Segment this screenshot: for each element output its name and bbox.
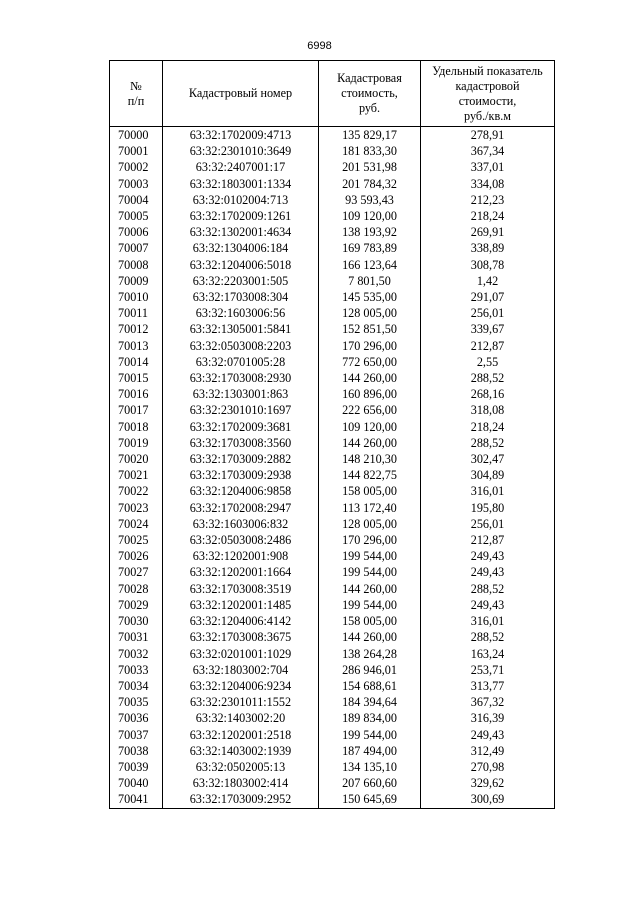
cadastral-number-cell: 63:32:2203001:505 [163,273,319,289]
row-number-cell: 70001 [110,143,163,159]
cadastral-number-cell: 63:32:0503008:2486 [163,532,319,548]
specific-value-cell: 249,43 [421,548,555,564]
cadastral-number-cell: 63:32:1603006:832 [163,516,319,532]
specific-value-cell: 308,78 [421,257,555,273]
row-number-cell: 70014 [110,354,163,370]
specific-value-cell: 268,16 [421,386,555,402]
cadastral-value-cell: 138 193,92 [319,224,421,240]
table-row [110,743,555,759]
row-number-cell: 70040 [110,775,163,791]
specific-value-cell: 249,43 [421,597,555,613]
row-number-cell: 70026 [110,548,163,564]
cadastral-value-cell: 772 650,00 [319,354,421,370]
table-row [110,273,555,289]
cadastral-number-cell: 63:32:1202001:2518 [163,727,319,743]
cadastral-value-cell: 199 544,00 [319,548,421,564]
specific-value-cell: 316,01 [421,483,555,499]
row-number-cell: 70025 [110,532,163,548]
table-row [110,240,555,256]
specific-value-cell: 338,89 [421,240,555,256]
page-number: 6998 [307,40,332,52]
row-number-cell: 70021 [110,467,163,483]
row-number-cell: 70015 [110,370,163,386]
row-number-cell: 70030 [110,613,163,629]
row-number-cell: 70005 [110,208,163,224]
table-row [110,759,555,775]
specific-value-cell: 256,01 [421,305,555,321]
table-header [110,61,555,127]
row-number-cell: 70008 [110,257,163,273]
specific-value-cell: 291,07 [421,289,555,305]
table-row [110,629,555,645]
cadastral-number-cell: 63:32:2301011:1552 [163,694,319,710]
table-row [110,159,555,175]
specific-value-cell: 318,08 [421,402,555,418]
table-row [110,402,555,418]
row-number-cell: 70019 [110,435,163,451]
header-cadastral-number: Кадастровый номер [163,61,319,127]
specific-value-cell: 270,98 [421,759,555,775]
table-row [110,597,555,613]
cadastral-value-cell: 160 896,00 [319,386,421,402]
cadastral-value-cell: 134 135,10 [319,759,421,775]
cadastral-number-cell: 63:32:1703008:3560 [163,435,319,451]
row-number-cell: 70023 [110,500,163,516]
cadastral-value-cell: 144 260,00 [319,629,421,645]
specific-value-cell: 288,52 [421,370,555,386]
cadastral-number-cell: 63:32:1403002:20 [163,710,319,726]
cadastral-number-cell: 63:32:1202001:1485 [163,597,319,613]
cadastral-table [109,60,555,809]
cadastral-number-cell: 63:32:1202001:908 [163,548,319,564]
table-row [110,791,555,808]
row-number-cell: 70002 [110,159,163,175]
table-row [110,305,555,321]
header-num: № п/п [110,61,163,127]
row-number-cell: 70012 [110,321,163,337]
specific-value-cell: 256,01 [421,516,555,532]
table-row [110,127,555,144]
specific-value-cell: 334,08 [421,176,555,192]
row-number-cell: 70024 [110,516,163,532]
cadastral-number-cell: 63:32:1702009:3681 [163,419,319,435]
cadastral-value-cell: 113 172,40 [319,500,421,516]
specific-value-cell: 302,47 [421,451,555,467]
cadastral-value-cell: 222 656,00 [319,402,421,418]
cadastral-number-cell: 63:32:1803002:704 [163,662,319,678]
table-row [110,483,555,499]
row-number-cell: 70007 [110,240,163,256]
table-row [110,678,555,694]
row-number-cell: 70017 [110,402,163,418]
table-row [110,548,555,564]
cadastral-number-cell: 63:32:1304006:184 [163,240,319,256]
specific-value-cell: 288,52 [421,581,555,597]
cadastral-value-cell: 144 260,00 [319,581,421,597]
cadastral-value-cell: 135 829,17 [319,127,421,144]
cadastral-value-cell: 199 544,00 [319,564,421,580]
table-row [110,500,555,516]
cadastral-number-cell: 63:32:1703008:3519 [163,581,319,597]
specific-value-cell: 300,69 [421,791,555,808]
cadastral-number-cell: 63:32:1803002:414 [163,775,319,791]
cadastral-number-cell: 63:32:1403002:1939 [163,743,319,759]
row-number-cell: 70010 [110,289,163,305]
header-row [110,61,555,127]
row-number-cell: 70041 [110,791,163,808]
table-row [110,192,555,208]
row-number-cell: 70022 [110,483,163,499]
row-number-cell: 70031 [110,629,163,645]
row-number-cell: 70033 [110,662,163,678]
cadastral-value-cell: 109 120,00 [319,419,421,435]
specific-value-cell: 212,87 [421,532,555,548]
row-number-cell: 70020 [110,451,163,467]
cadastral-value-cell: 128 005,00 [319,516,421,532]
row-number-cell: 70036 [110,710,163,726]
cadastral-number-cell: 63:32:1305001:5841 [163,321,319,337]
specific-value-cell: 316,39 [421,710,555,726]
cadastral-value-cell: 199 544,00 [319,597,421,613]
cadastral-value-cell: 109 120,00 [319,208,421,224]
table-row [110,354,555,370]
specific-value-cell: 339,67 [421,321,555,337]
cadastral-value-cell: 144 822,75 [319,467,421,483]
cadastral-number-cell: 63:32:1703008:2930 [163,370,319,386]
row-number-cell: 70006 [110,224,163,240]
cadastral-number-cell: 63:32:1204006:4142 [163,613,319,629]
table-row [110,451,555,467]
cadastral-value-cell: 189 834,00 [319,710,421,726]
row-number-cell: 70011 [110,305,163,321]
table-row [110,435,555,451]
table-row [110,516,555,532]
cadastral-value-cell: 148 210,30 [319,451,421,467]
table-row [110,143,555,159]
table-row [110,321,555,337]
cadastral-value-cell: 152 851,50 [319,321,421,337]
row-number-cell: 70000 [110,127,163,144]
cadastral-value-cell: 158 005,00 [319,483,421,499]
cadastral-number-cell: 63:32:0701005:28 [163,354,319,370]
specific-value-cell: 218,24 [421,419,555,435]
cadastral-number-cell: 63:32:1302001:4634 [163,224,319,240]
table-row [110,176,555,192]
cadastral-value-cell: 158 005,00 [319,613,421,629]
cadastral-number-cell: 63:32:1703009:2952 [163,791,319,808]
specific-value-cell: 163,24 [421,646,555,662]
specific-value-cell: 312,49 [421,743,555,759]
cadastral-value-cell: 7 801,50 [319,273,421,289]
table-row [110,224,555,240]
specific-value-cell: 218,24 [421,208,555,224]
cadastral-number-cell: 63:32:2301010:3649 [163,143,319,159]
table-row [110,532,555,548]
header-cadastral-value: Кадастровая стоимость, руб. [319,61,421,127]
table-row [110,370,555,386]
cadastral-number-cell: 63:32:0102004:713 [163,192,319,208]
specific-value-cell: 253,71 [421,662,555,678]
specific-value-cell: 269,91 [421,224,555,240]
table-row [110,467,555,483]
cadastral-value-cell: 207 660,60 [319,775,421,791]
specific-value-cell: 313,77 [421,678,555,694]
specific-value-cell: 2,55 [421,354,555,370]
row-number-cell: 70027 [110,564,163,580]
cadastral-number-cell: 63:32:1703008:304 [163,289,319,305]
cadastral-value-cell: 170 296,00 [319,338,421,354]
row-number-cell: 70035 [110,694,163,710]
cadastral-number-cell: 63:32:0503008:2203 [163,338,319,354]
row-number-cell: 70029 [110,597,163,613]
cadastral-number-cell: 63:32:1204006:9858 [163,483,319,499]
cadastral-number-cell: 63:32:1303001:863 [163,386,319,402]
table-row [110,662,555,678]
table-row [110,257,555,273]
cadastral-number-cell: 63:32:0502005:13 [163,759,319,775]
specific-value-cell: 367,34 [421,143,555,159]
cadastral-value-cell: 154 688,61 [319,678,421,694]
row-number-cell: 70018 [110,419,163,435]
table-row [110,646,555,662]
cadastral-value-cell: 184 394,64 [319,694,421,710]
row-number-cell: 70013 [110,338,163,354]
specific-value-cell: 288,52 [421,435,555,451]
cadastral-value-cell: 128 005,00 [319,305,421,321]
row-number-cell: 70039 [110,759,163,775]
specific-value-cell: 316,01 [421,613,555,629]
table-row [110,564,555,580]
cadastral-number-cell: 63:32:1703008:3675 [163,629,319,645]
row-number-cell: 70037 [110,727,163,743]
specific-value-cell: 329,62 [421,775,555,791]
table-row [110,710,555,726]
cadastral-value-cell: 181 833,30 [319,143,421,159]
specific-value-cell: 278,91 [421,127,555,144]
cadastral-value-cell: 166 123,64 [319,257,421,273]
specific-value-cell: 249,43 [421,564,555,580]
cadastral-value-cell: 144 260,00 [319,435,421,451]
cadastral-value-cell: 145 535,00 [319,289,421,305]
cadastral-value-cell: 199 544,00 [319,727,421,743]
row-number-cell: 70003 [110,176,163,192]
cadastral-value-cell: 187 494,00 [319,743,421,759]
cadastral-number-cell: 63:32:1204006:9234 [163,678,319,694]
cadastral-value-cell: 201 531,98 [319,159,421,175]
specific-value-cell: 304,89 [421,467,555,483]
table-row [110,386,555,402]
cadastral-value-cell: 138 264,28 [319,646,421,662]
specific-value-cell: 288,52 [421,629,555,645]
cadastral-number-cell: 63:32:1202001:1664 [163,564,319,580]
cadastral-number-cell: 63:32:1803001:1334 [163,176,319,192]
header-specific-value: Удельный показатель кадастровой стоимости, руб./кв.м [421,61,555,127]
cadastral-value-cell: 286 946,01 [319,662,421,678]
specific-value-cell: 212,23 [421,192,555,208]
specific-value-cell: 1,42 [421,273,555,289]
cadastral-value-cell: 93 593,43 [319,192,421,208]
table-row [110,289,555,305]
cadastral-value-cell: 144 260,00 [319,370,421,386]
cadastral-number-cell: 63:32:1703009:2938 [163,467,319,483]
table-row [110,613,555,629]
row-number-cell: 70038 [110,743,163,759]
table-row [110,775,555,791]
cadastral-number-cell: 63:32:1603006:56 [163,305,319,321]
specific-value-cell: 212,87 [421,338,555,354]
cadastral-value-cell: 150 645,69 [319,791,421,808]
row-number-cell: 70032 [110,646,163,662]
row-number-cell: 70004 [110,192,163,208]
cadastral-number-cell: 63:32:1702009:1261 [163,208,319,224]
cadastral-number-cell: 63:32:2301010:1697 [163,402,319,418]
cadastral-number-cell: 63:32:1204006:5018 [163,257,319,273]
table-body [110,127,555,809]
cadastral-value-cell: 169 783,89 [319,240,421,256]
row-number-cell: 70016 [110,386,163,402]
row-number-cell: 70009 [110,273,163,289]
cadastral-value-cell: 170 296,00 [319,532,421,548]
cadastral-number-cell: 63:32:1702008:2947 [163,500,319,516]
specific-value-cell: 367,32 [421,694,555,710]
specific-value-cell: 337,01 [421,159,555,175]
cadastral-number-cell: 63:32:2407001:17 [163,159,319,175]
table-row [110,581,555,597]
specific-value-cell: 249,43 [421,727,555,743]
table-row [110,338,555,354]
row-number-cell: 70034 [110,678,163,694]
table-row [110,419,555,435]
row-number-cell: 70028 [110,581,163,597]
table-row [110,208,555,224]
cadastral-number-cell: 63:32:0201001:1029 [163,646,319,662]
cadastral-number-cell: 63:32:1703009:2882 [163,451,319,467]
table-row [110,727,555,743]
cadastral-value-cell: 201 784,32 [319,176,421,192]
specific-value-cell: 195,80 [421,500,555,516]
cadastral-number-cell: 63:32:1702009:4713 [163,127,319,144]
table-row [110,694,555,710]
